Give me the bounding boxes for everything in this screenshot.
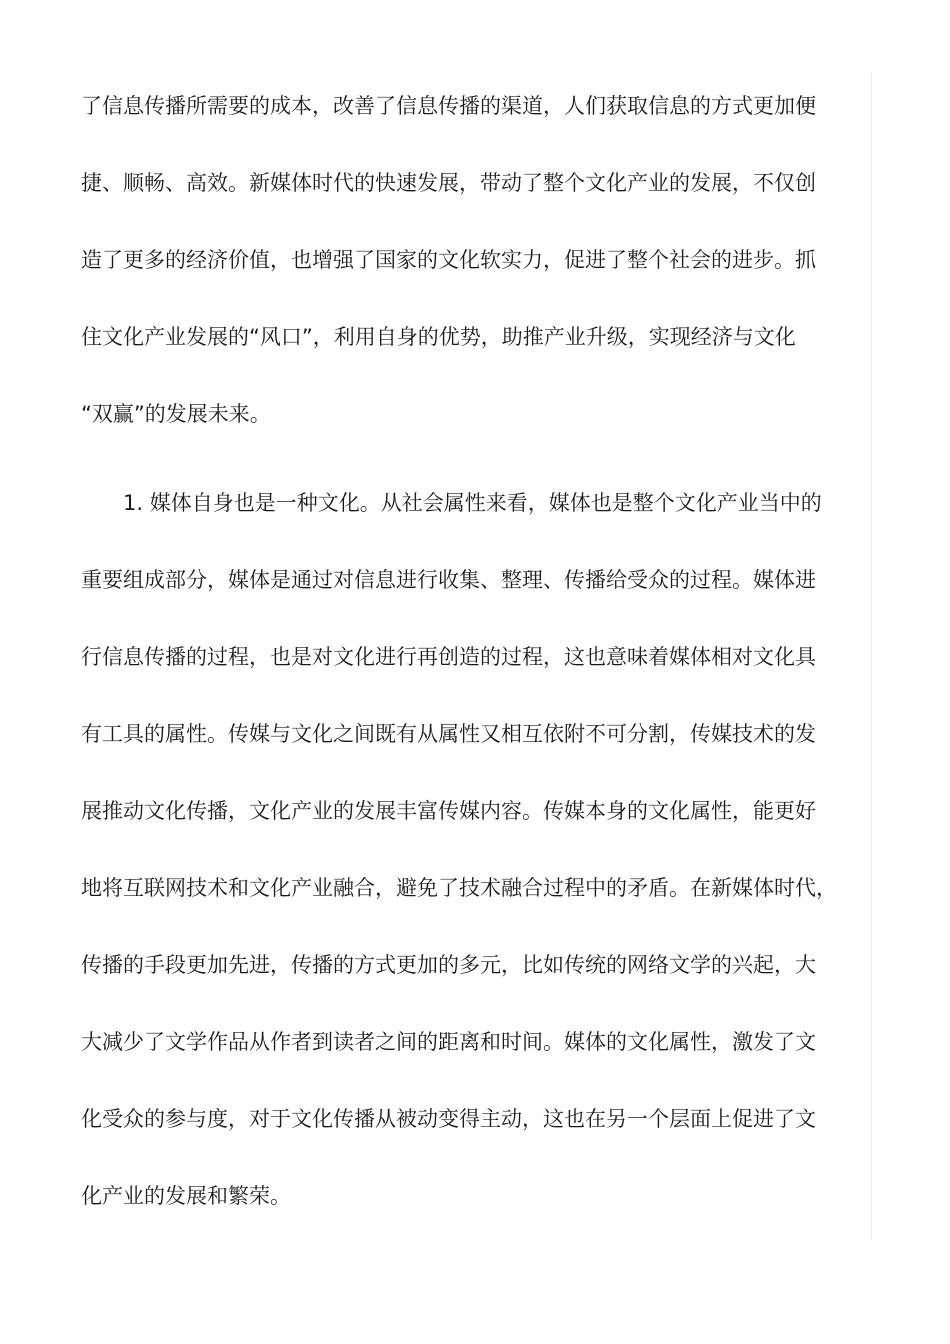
paragraph-line: 住文化产业发展的“风口”，利用自身的优势，助推产业升级，实现经济与文化 [81,325,796,349]
paragraph-line: 行信息传播的过程，也是对文化进行再创造的过程，这也意味着媒体相对文化具 [81,645,816,669]
paragraph-line: 有工具的属性。传媒与文化之间既有从属性又相互依附不可分割，传媒技术的发 [81,722,816,746]
paragraph-line: 地将互联网技术和文化产业融合，避免了技术融合过程中的矛盾。在新媒体时代， [81,876,837,900]
paragraph-2 [81,465,881,1235]
paragraph-1 [81,68,881,453]
paragraph-line: 传播的手段更加先进，传播的方式更加的多元，比如传统的网络文学的兴起，大 [81,953,816,977]
paragraph-line: 化受众的参与度，对于文化传播从被动变得主动，这也在另一个层面上促进了文 [81,1107,816,1131]
paragraph-line: “双赢”的发展未来。 [81,402,271,426]
paragraph-gap [81,453,881,465]
paragraph-line: 大减少了文学作品从作者到读者之间的距离和时间。媒体的文化属性，激发了文 [81,1030,816,1054]
paragraph-line: 了信息传播所需要的成本，改善了信息传播的渠道，人们获取信息的方式更加便 [81,94,816,118]
document-body [81,68,881,1235]
paragraph-line: 重要组成部分，媒体是通过对信息进行收集、整理、传播给受众的过程。媒体进 [81,568,816,592]
paragraph-line: 展推动文化传播，文化产业的发展丰富传媒内容。传媒本身的文化属性，能更好 [81,799,816,823]
paragraph-line: 1. 媒体自身也是一种文化。从社会属性来看，媒体也是整个文化产业当中的 [123,491,822,515]
paragraph-line: 造了更多的经济价值，也增强了国家的文化软实力，促进了整个社会的进步。抓 [81,248,816,272]
paragraph-line: 捷、顺畅、高效。新媒体时代的快速发展，带动了整个文化产业的发展，不仅创 [81,171,816,195]
paragraph-line: 化产业的发展和繁荣。 [81,1184,291,1208]
